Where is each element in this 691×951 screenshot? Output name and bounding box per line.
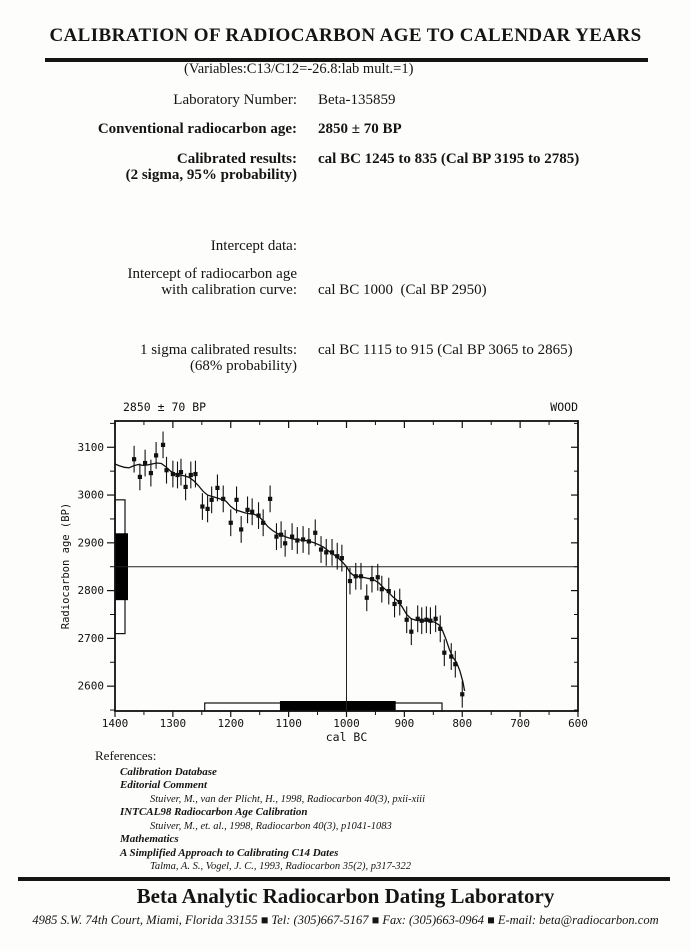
svg-text:2700: 2700 [77,631,104,645]
reference-item: Stuiver, M., et. al., 1998, Radiocarbon 40(3), p1041-1083 [150,820,392,832]
svg-text:1000: 1000 [333,717,360,730]
svg-text:3000: 3000 [77,488,104,502]
reference-item: A Simplified Approach to Calibrating C14 Dates [120,846,339,859]
svg-text:600: 600 [568,717,588,730]
page-title: CALIBRATION OF RADIOCARBON AGE TO CALENDAR YEARS [49,25,642,46]
svg-text:1200: 1200 [217,717,244,730]
intercept-data-heading: Intercept data: [210,238,297,254]
footer-rule [18,877,670,881]
variables-line: (Variables:C13/C12=-26.8:lab mult.=1) [184,61,414,77]
intercept-label-line2: with calibration curve: [161,282,297,298]
conventional-age-label: Conventional radiocarbon age: [97,121,297,137]
references-heading: References: [95,748,157,763]
calibrated-results-sublabel: (2 sigma, 95% probability) [125,167,297,183]
reference-item: Talma, A. S., Vogel, J. C., 1993, Radiocarbon 35(2), p317-322 [150,861,412,872]
reference-item: INTCAL98 Radiocarbon Age Calibration [120,806,308,818]
reference-item: Stuiver, M., van der Plicht, H., 1998, Radiocarbon 40(3), pxii-xiii [150,793,425,805]
svg-text:2600: 2600 [77,679,104,693]
references-section [95,749,425,874]
svg-text:1300: 1300 [159,717,187,730]
svg-text:3100: 3100 [77,440,104,454]
reference-item: Calibration Database [120,765,217,778]
svg-text:2800: 2800 [77,584,104,598]
svg-text:Radiocarbon age (BP): Radiocarbon age (BP) [60,502,72,630]
svg-text:2850 ± 70 BP: 2850 ± 70 BP [123,400,207,414]
svg-text:900: 900 [394,717,415,730]
footer-lab-name: Beta Analytic Radiocarbon Dating Laboratory [136,884,555,908]
lab-number-label: Laboratory Number: [173,92,297,108]
intercept-label-line1: Intercept of radiocarbon age [127,266,297,282]
one-sigma-label: 1 sigma calibrated results: [139,342,297,358]
svg-text:2900: 2900 [77,536,104,550]
svg-text:1100: 1100 [275,717,302,730]
one-sigma-sublabel: (68% probability) [189,358,297,374]
svg-text:800: 800 [452,717,473,730]
reference-item: Mathematics [120,833,179,845]
intercept-value: cal BC 1000 (Cal BP 2950) [318,282,487,298]
svg-text:700: 700 [510,717,531,730]
calibrated-results-value: cal BC 1245 to 835 (Cal BP 3195 to 2785) [318,151,580,167]
conventional-age-value: 2850 ± 70 BP [318,121,402,137]
calibration-chart [55,393,600,745]
calibrated-results-label: Calibrated results: [176,151,297,167]
svg-text:cal BC: cal BC [325,730,368,744]
footer-address: 4985 S.W. 74th Court, Miami, Florida 33155 ■ Tel: (305)667-5167 ■ Fax: (305)663-0964 ■ E-mail: beta@radiocarbon.com [32,913,659,927]
svg-text:1400: 1400 [101,717,129,730]
lab-number-value: Beta-135859 [318,92,396,108]
reference-item: Editorial Comment [120,779,208,791]
svg-text:WOOD: WOOD [550,400,578,414]
one-sigma-value: cal BC 1115 to 915 (Cal BP 3065 to 2865) [318,342,573,358]
